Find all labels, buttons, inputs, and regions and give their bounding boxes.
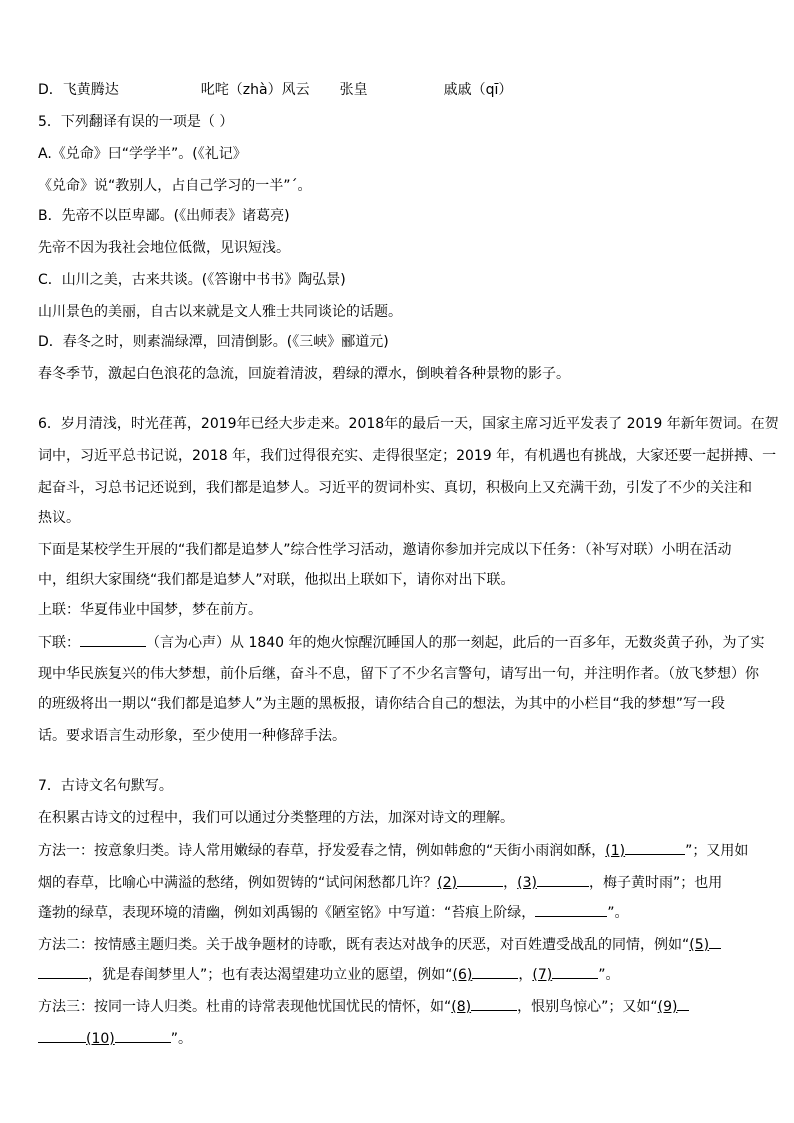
q6-line4: 热议。 [38,510,80,526]
q7-method2-line1 [38,934,721,954]
q6-line5: 下面是某校学生开展的“我们都是追梦人”综合性学习活动，邀请你参加并完成以下任务：（补写对联）小明在活动 [38,542,732,558]
q7-m5a: ，犹是春闺梦里人”；也有表达渴望建功立业的愿望，例如“ [88,967,453,983]
q6-line6: 中，组织大家围绕“我们都是追梦人”对联，他拟出上联如下，请你对出下联。 [38,572,515,588]
blank-8-number: (8) [451,999,472,1015]
q6-line8 [38,632,765,652]
answer-blank-6[interactable] [472,964,518,979]
answer-blank-2[interactable] [457,872,503,887]
q7-m6a: 方法三：按同一诗人归类。杜甫的诗常表现他忧国忧民的情怀，如“ [38,999,452,1015]
q5-c1: C．山川之美，古来共谈。(《答谢中书书》陶弘景) [38,272,346,288]
q7-method2-line2 [38,964,619,984]
q7-method3-line2 [38,1028,192,1048]
q4d-item4: 戚戚（qī） [443,82,513,98]
q6-line3: 起奋斗，习总书记还说到，我们都是追梦人。习近平的贺词朴实、真切，积极向上又充满干劲，引发了不少的关注和 [38,480,752,496]
answer-blank-4[interactable] [535,902,607,917]
answer-blank-5[interactable] [38,964,88,979]
blank-3-number: (3) [517,875,537,891]
q6-line7: 上联：华夏伟业中国梦，梦在前方。 [38,602,262,618]
q7-m6b: ，恨别鸟惊心”；又如“ [517,999,658,1015]
blank-7-number: (7) [532,967,553,983]
blank-2-number: (2) [437,875,458,891]
q4d-prefix: D．飞黄腾达 [38,82,119,98]
q5-b2: 先帝不因为我社会地位低微，见识短浅。 [38,240,290,256]
q7-method1-line3 [38,902,629,922]
q7-m2c: ，梅子黄时雨”；也用 [588,875,723,891]
q7-method3-line1 [38,996,689,1016]
q7-method1-line2 [38,872,722,892]
q6-line2: 词中，习近平总书记说，2018 年，我们过得很充实、走得很坚定；2019 年，有机遇也有挑战，大家还要一起拼搏、一 [38,448,777,464]
q6-line8-label: 下联： [38,635,80,651]
q7-m2a: 烟的春草，比喻心中满溢的愁绪，例如贺铸的“试问闲愁都几许？ [38,875,438,891]
q7-m1a: 方法一：按意象归类。诗人常用嫩绿的春草，抒发爱春之情，例如韩愈的“天街小雨润如酥， [38,843,606,859]
q4d-item2: 叱咤（zhà）风云 [200,82,310,98]
blank-1-number: (1) [605,843,626,859]
blank-6-number: (6) [452,967,473,983]
blank-5-number: (5) [689,937,710,953]
q5-a2: 《兑命》说“教别人，占自己学习的一半”ˊ。 [38,178,312,194]
blank-10-number: (10) [86,1031,115,1047]
answer-blank-9[interactable] [38,1028,86,1043]
q4d-item3: 张皇 [339,82,368,98]
q7-m3b: ”。 [607,905,629,921]
q5-d1: D．春冬之时，则素湍绿潭，回清倒影。(《三峡》郦道元) [38,334,389,350]
q6-line11: 话。要求语言生动形象，至少使用一种修辞手法。 [38,728,346,744]
q5-b1: B．先帝不以臣卑鄙。(《出师表》诸葛亮) [38,208,290,224]
blank-9-number: (9) [657,999,678,1015]
answer-blank-1[interactable] [625,840,685,855]
q5-a1: A.《兑命》曰“学学半”。(《礼记》 [38,146,247,162]
q6-line9: 现中华民族复兴的伟大梦想，前仆后继，奋斗不息，留下了不少名言警句，请写出一句，并注明作者。（放飞梦想）你 [38,666,759,682]
answer-blank-9a[interactable] [677,996,689,1011]
q7-m4a: 方法二：按情感主题归类。关于战争题材的诗歌，既有表达对战争的厌恶，对百姓遭受战乱的同情，例如“ [38,937,690,953]
answer-blank-10[interactable] [115,1028,171,1043]
q5-title: 5．下列翻译有误的一项是（ ） [38,114,234,130]
q5-c2: 山川景色的美丽，自古以来就是文人雅士共同谈论的话题。 [38,304,402,320]
q7-method1-line1 [38,840,748,860]
q7-m1b: ”；又用如 [685,843,749,859]
q7-m5c: ”。 [598,967,620,983]
q7-m5b: ， [518,967,533,983]
q7-intro: 在积累古诗文的过程中，我们可以通过分类整理的方法，加深对诗文的理解。 [38,810,514,826]
q4-option-d [38,80,512,100]
answer-blank-7[interactable] [552,964,598,979]
answer-blank-5a[interactable] [709,934,721,949]
q5-d2: 春冬季节，激起白色浪花的急流，回旋着清波，碧绿的潭水，倒映着各种景物的影子。 [38,366,570,382]
answer-blank-8[interactable] [471,996,517,1011]
answer-blank[interactable] [80,632,146,647]
q7-m2b: ， [503,875,518,891]
q7-m3a: 蓬勃的绿草，表现环境的清幽，例如刘禹锡的《陋室铭》中写道：“苔痕上阶绿， [38,905,536,921]
q6-line1: 6．岁月清浅，时光荏苒，2019年已经大步走来。2018年的最后一天，国家主席习近平发表了 2019 年新年贺词。在贺 [38,416,779,432]
q6-line10: 的班级将出一期以“我们都是追梦人”为主题的黑板报，请你结合自己的想法，为其中的小栏目“我的梦想”写一段 [38,696,726,712]
q7-title: 7．古诗文名句默写。 [38,778,173,794]
q7-m7b: ”。 [170,1031,193,1047]
q6-line8-text: （言为心声）从 1840 年的炮火惊醒沉睡国人的那一刻起，此后的一百多年，无数炎黄子孙，为了实 [146,635,765,651]
answer-blank-3[interactable] [537,872,589,887]
